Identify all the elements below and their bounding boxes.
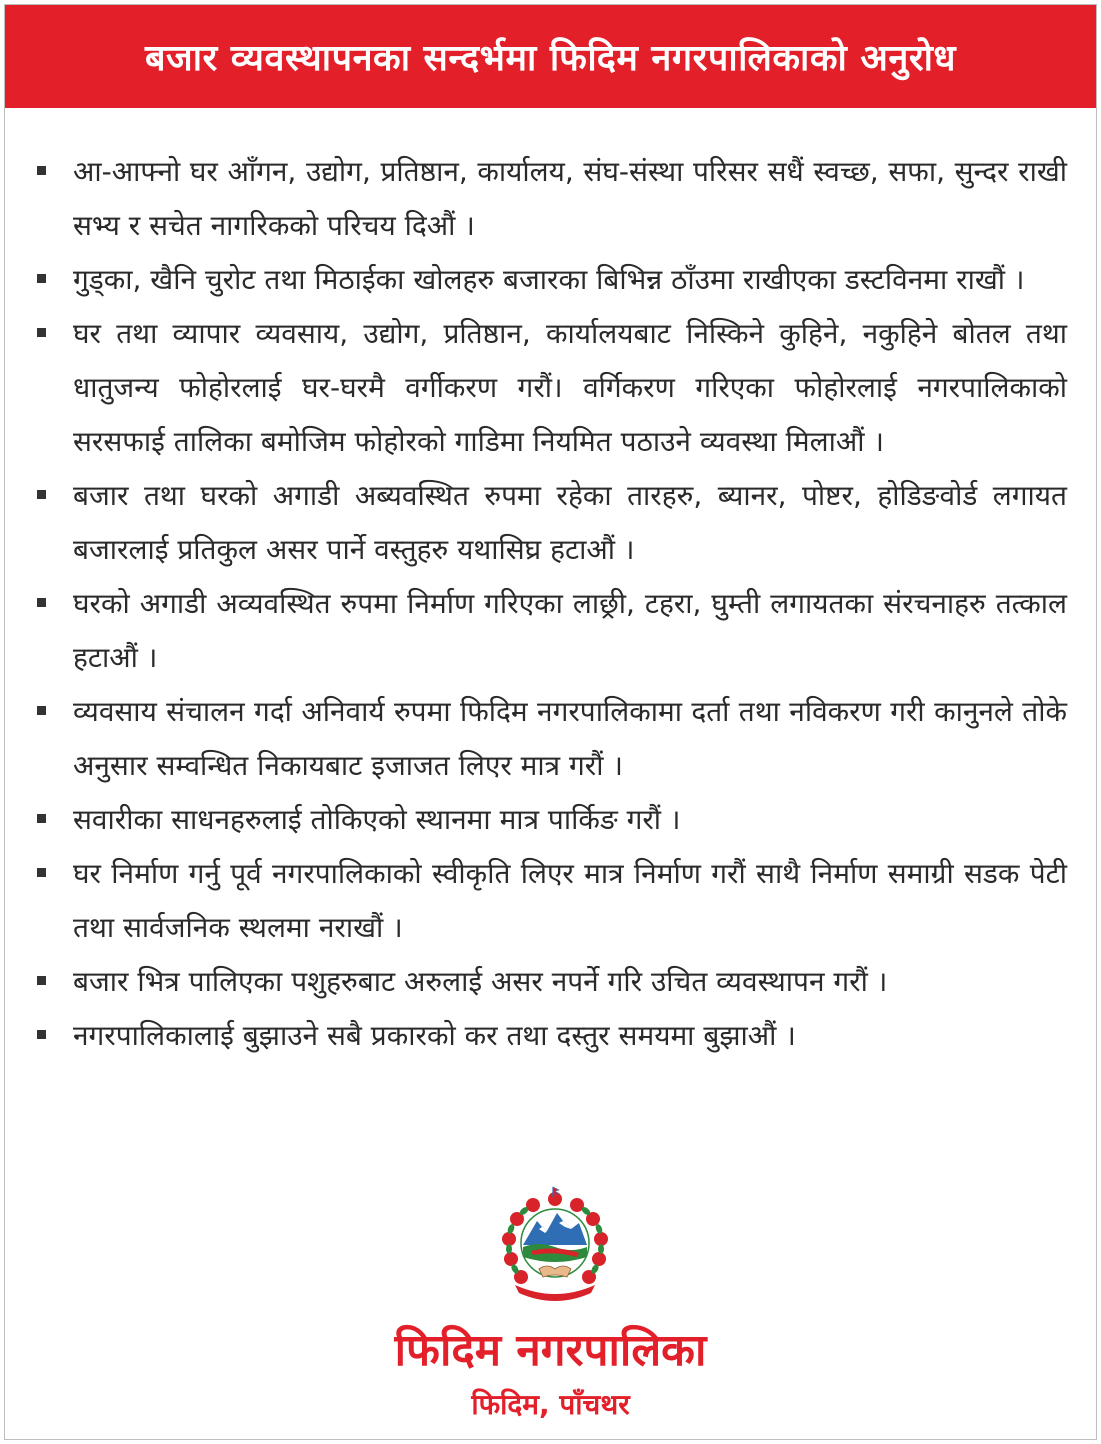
list-item-text: घरको अगाडी अव्यवस्थित रुपमा निर्माण गरिएका लाछ्री, टहरा, घुम्ती लगायतका संरचनाहरु तत्काल हटाऔं । bbox=[73, 587, 1067, 674]
list-item bbox=[35, 685, 1067, 793]
list-item-text: नगरपालिकालाई बुझाउने सबै प्रकारको कर तथा दस्तुर समयमा बुझाऔं । bbox=[73, 1019, 796, 1052]
list-item bbox=[35, 793, 1067, 847]
list-item-text: घर निर्माण गर्नु पूर्व नगरपालिकाको स्वीकृति लिएर मात्र निर्माण गरौं साथै निर्माण समाग्री सडक पेटी तथा सार्वजनिक स्थलमा नराखौं । bbox=[73, 857, 1067, 944]
bullet-icon bbox=[37, 1030, 46, 1039]
list-item-text: आ-आफ्नो घर आँगन, उद्योग, प्रतिष्ठान, कार्यालय, संघ-संस्था परिसर सधैं स्वच्छ, सफा, सुन्दर राखी सभ्य र सचेत नागरिकको परिचय दिऔं । bbox=[73, 155, 1067, 242]
bullet-icon bbox=[37, 868, 46, 877]
request-list bbox=[35, 145, 1067, 1063]
list-item-text: सवारीका साधनहरुलाई तोकिएको स्थानमा मात्र पार्किङ गरौं । bbox=[73, 803, 681, 836]
bullet-icon bbox=[37, 490, 46, 499]
list-item bbox=[35, 1009, 1067, 1063]
bullet-icon bbox=[37, 328, 46, 337]
list-item bbox=[35, 577, 1067, 685]
list-item-text: घर तथा व्यापार व्यवसाय, उद्योग, प्रतिष्ठान, कार्यालयबाट निस्किने कुहिने, नकुहिने बोतल तथा धातुजन्य फोहोरलाई घर-घरमै वर्गीकरण गरौं। वर्गिकरण गरिएका फोहोरलाई नगरपालिकाको सरसफाई तालिका बमोजिम फोहोरको गाडिमा नियमित पठाउने व्यवस्था मिलाऔं । bbox=[73, 317, 1067, 458]
bullet-icon bbox=[37, 274, 46, 283]
list-item bbox=[35, 469, 1067, 577]
bullet-icon bbox=[37, 706, 46, 715]
notice-page bbox=[4, 4, 1097, 1440]
list-item bbox=[35, 145, 1067, 253]
footer-subtitle: फिदिम, पाँचथर bbox=[471, 1388, 630, 1421]
bullet-icon bbox=[37, 166, 46, 175]
list-item-text: बजार तथा घरको अगाडी अब्यवस्थित रुपमा रहेका तारहरु, ब्यानर, पोष्टर, होडिङवोर्ड लगायत बजारलाई प्रतिकुल असर पार्ने वस्तुहरु यथासिघ्र हटाऔं । bbox=[73, 479, 1067, 566]
bullet-icon bbox=[37, 598, 46, 607]
footer-title: फिदिम नगरपालिका bbox=[394, 1325, 707, 1376]
list-item bbox=[35, 253, 1067, 307]
list-item bbox=[35, 955, 1067, 1009]
bullet-icon bbox=[37, 976, 46, 985]
header-banner bbox=[5, 5, 1096, 108]
bullet-icon bbox=[37, 814, 46, 823]
list-item-text: बजार भित्र पालिएका पशुहरुबाट अरुलाई असर नपर्ने गरि उचित व्यवस्थापन गरौं । bbox=[73, 965, 888, 998]
list-item-text: व्यवसाय संचालन गर्दा अनिवार्य रुपमा फिदिम नगरपालिकामा दर्ता तथा नविकरण गरी कानुनले तोके अनुसार सम्वन्धित निकायबाट इजाजत लिएर मात्र गरौं । bbox=[73, 695, 1067, 782]
list-item bbox=[35, 847, 1067, 955]
page-title: बजार व्यवस्थापनका सन्दर्भमा फिदिम नगरपालिकाको अनुरोध bbox=[144, 38, 957, 79]
nepal-government-emblem-icon bbox=[493, 1185, 617, 1309]
list-item bbox=[35, 307, 1067, 469]
list-item-text: गुड्का, खैनि चुरोट तथा मिठाईका खोलहरु बजारका बिभिन्न ठाँउमा राखीएका डस्टविनमा राखौं । bbox=[73, 263, 1025, 296]
